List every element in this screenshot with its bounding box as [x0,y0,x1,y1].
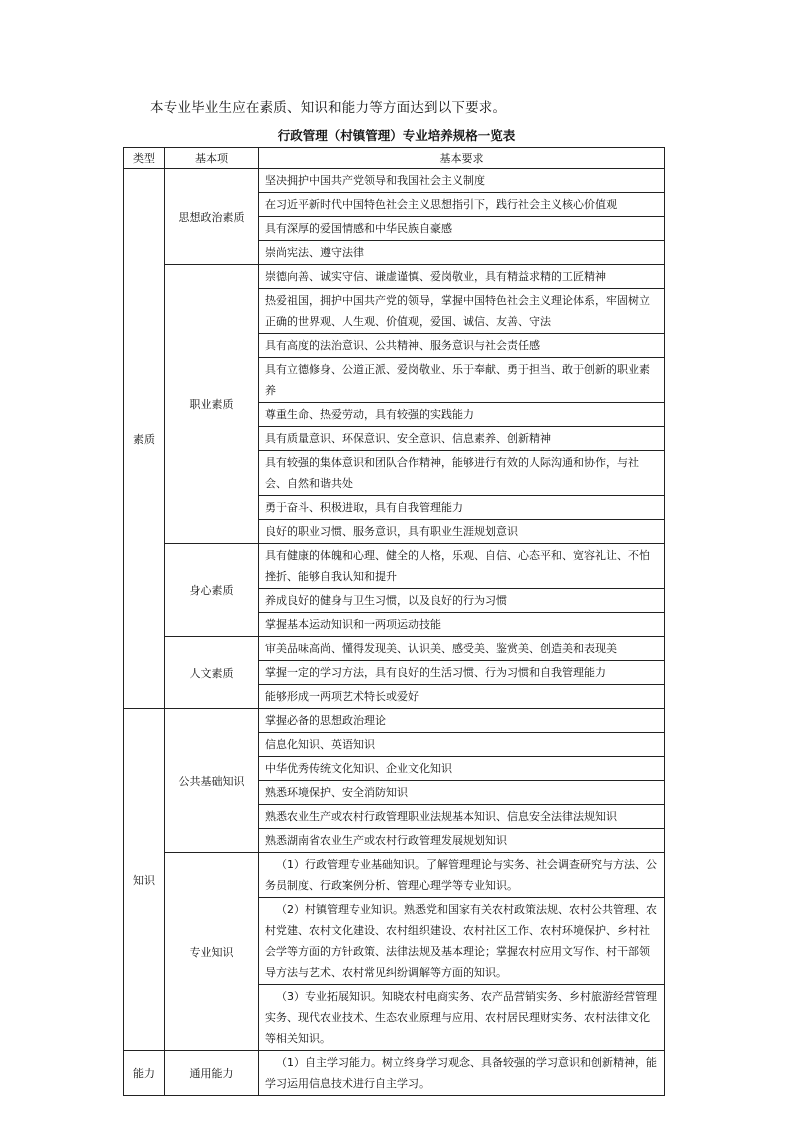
table-row [124,853,665,898]
requirement-cell: 具有质量意识、环保意识、安全意识、信息素养、创新精神 [259,427,665,451]
table-row [124,1051,665,1096]
item-ideology: 思想政治素质 [165,169,259,265]
table-caption: 行政管理（村镇管理）专业培养规格一览表 [277,128,516,143]
table-row [124,169,665,193]
requirement-cell: 崇德向善、诚实守信、谦虚谨慎、爱岗敬业，具有精益求精的工匠精神 [259,265,665,289]
category-quality: 素质 [124,169,165,709]
requirement-cell: 中华优秀传统文化知识、企业文化知识 [259,757,665,781]
requirement-cell: （1）行政管理专业基础知识。了解管理理论与实务、社会调查研究与方法、公务员制度、行政案例分析、管理心理学等专业知识。 [259,853,665,898]
requirement-cell: 熟悉环境保护、安全消防知识 [259,781,665,805]
item-humanities: 人文素质 [165,637,259,709]
item-general-ability: 通用能力 [165,1051,259,1096]
requirement-cell: （1）自主学习能力。树立终身学习观念、具备较强的学习意识和创新精神，能学习运用信息技术进行自主学习。 [259,1051,665,1096]
item-professional-knowledge: 专业知识 [165,853,259,1051]
requirement-cell: 勇于奋斗、积极进取，具有自我管理能力 [259,496,665,520]
requirement-cell: 在习近平新时代中国特色社会主义思想指引下，践行社会主义核心价值观 [259,193,665,217]
table-row [124,637,665,661]
header-requirement: 基本要求 [259,148,665,169]
training-spec-table [123,147,665,1096]
header-item: 基本项 [165,148,259,169]
table-row [124,544,665,589]
requirement-cell: （2）村镇管理专业知识。熟悉党和国家有关农村政策法规、农村公共管理、农村党建、农村文化建设、农村组织建设、农村社区工作、农村环境保护、乡村社会学等方面的方针政策、法律法规及基本理论；掌握农村应用文写作、村干部领导方法与艺术、农村常见纠纷调解等方面的知识。 [259,898,665,985]
requirement-cell: 坚决拥护中国共产党领导和我国社会主义制度 [259,169,665,193]
header-type: 类型 [124,148,165,169]
requirement-cell: 具有深厚的爱国情感和中华民族自豪感 [259,217,665,241]
requirement-cell: 具有高度的法治意识、公共精神、服务意识与社会责任感 [259,334,665,358]
requirement-cell: 养成良好的健身与卫生习惯，以及良好的行为习惯 [259,589,665,613]
table-header-row [124,148,665,169]
item-physical-mental: 身心素质 [165,544,259,637]
requirement-cell: 熟悉农业生产或农村行政管理职业法规基本知识、信息安全法律法规知识 [259,805,665,829]
requirement-cell: 信息化知识、英语知识 [259,733,665,757]
category-ability: 能力 [124,1051,165,1096]
requirement-cell: 掌握基本运动知识和一两项运动技能 [259,613,665,637]
requirement-cell: 崇尚宪法、遵守法律 [259,241,665,265]
requirement-cell: 审美品味高尚、懂得发现美、认识美、感受美、鉴赏美、创造美和表现美 [259,637,665,661]
requirement-cell: （3）专业拓展知识。知晓农村电商实务、农产品营销实务、乡村旅游经营管理实务、现代农业技术、生态农业原理与应用、农村居民理财实务、农村法律文化等相关知识。 [259,985,665,1051]
requirement-cell: 具有立德修身、公道正派、爱岗敬业、乐于奉献、勇于担当、敢于创新的职业素养 [259,358,665,403]
requirement-cell: 掌握一定的学习方法，具有良好的生活习惯、行为习惯和自我管理能力 [259,661,665,685]
requirement-cell: 良好的职业习惯、服务意识，具有职业生涯规划意识 [259,520,665,544]
requirement-cell: 能够形成一两项艺术特长或爱好 [259,685,665,709]
requirement-cell: 熟悉湖南省农业生产或农村行政管理发展规划知识 [259,829,665,853]
requirement-cell: 具有较强的集体意识和团队合作精神，能够进行有效的人际沟通和协作，与社会、自然和谐共处 [259,451,665,496]
requirement-cell: 尊重生命、热爱劳动，具有较强的实践能力 [259,403,665,427]
intro-text: 本专业毕业生应在素质、知识和能力等方面达到以下要求。 [150,100,507,116]
requirement-cell: 热爱祖国，拥护中国共产党的领导，掌握中国特色社会主义理论体系，牢固树立正确的世界观、人生观、价值观，爱国、诚信、友善、守法 [259,289,665,334]
table-row [124,265,665,289]
requirement-cell: 具有健康的体魄和心理、健全的人格，乐观、自信、心态平和、宽容礼让、不怕挫折、能够自我认知和提升 [259,544,665,589]
item-public-basic-knowledge: 公共基础知识 [165,709,259,853]
table-row [124,709,665,733]
item-professional: 职业素质 [165,265,259,544]
category-knowledge: 知识 [124,709,165,1051]
requirement-cell: 掌握必备的思想政治理论 [259,709,665,733]
